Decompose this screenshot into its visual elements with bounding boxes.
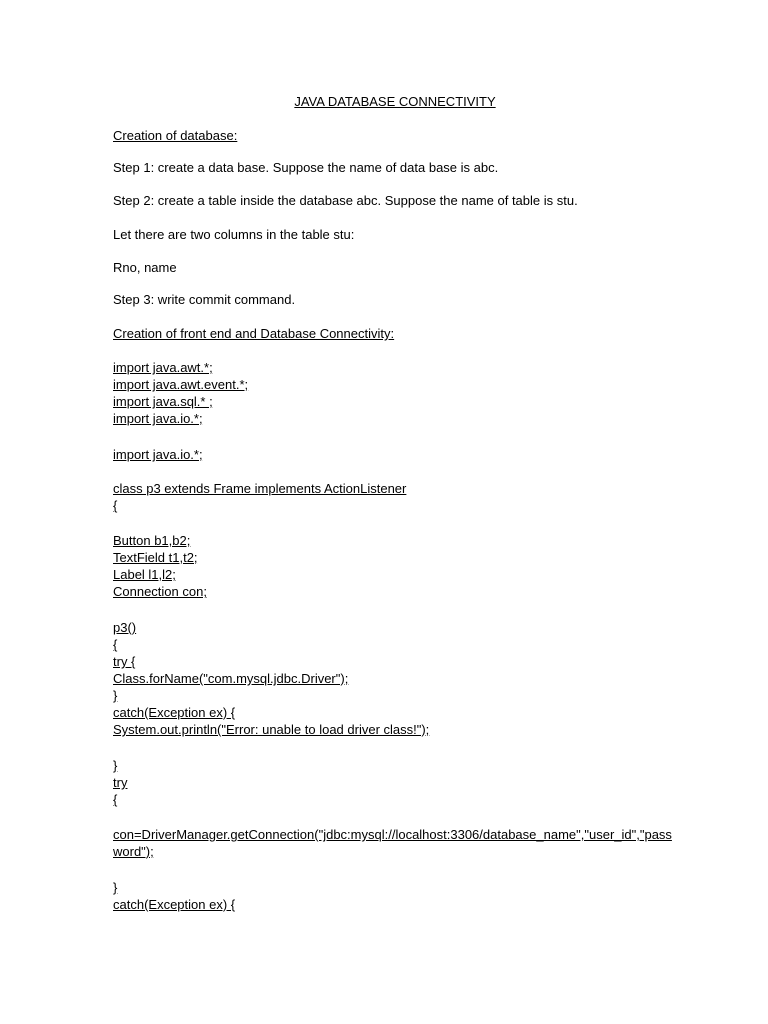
heading-front-end-connectivity: Creation of front end and Database Connectivity: [113,326,395,341]
code-line: p3() [113,620,137,635]
code-line: Button b1,b2; [113,533,191,548]
code-line: { [113,637,118,652]
code-line: class p3 extends Frame implements ActionListener [113,481,407,496]
code-line: import java.awt.event.*; [113,377,249,392]
columns-text: Rno, name [113,260,177,275]
code-line: } [113,758,118,773]
step-3-text: Step 3: write commit command. [113,292,296,307]
code-line: { [113,498,118,513]
code-line: con=DriverManager.getConnection("jdbc:mysql://localhost:3306/database_name","user_id","password"); [113,827,672,859]
heading-creation-of-database: Creation of database: [113,128,238,143]
code-line: catch(Exception ex) { [113,897,236,912]
code-line: Connection con; [113,584,207,599]
code-line: } [113,688,118,703]
code-line: import java.io.*; [113,411,203,426]
code-line: TextField t1,t2; [113,550,198,565]
code-line: } [113,880,118,895]
step-2-text: Step 2: create a table inside the database abc. Suppose the name of table is stu. [113,193,578,208]
code-line: import java.sql.* ; [113,394,213,409]
document-title: JAVA DATABASE CONNECTIVITY [294,94,496,109]
code-line: catch(Exception ex) { [113,705,236,720]
step-1-text: Step 1: create a data base. Suppose the name of data base is abc. [113,160,499,175]
code-line: System.out.println("Error: unable to load driver class!"); [113,722,430,737]
columns-intro-text: Let there are two columns in the table stu: [113,227,355,242]
code-line: import java.awt.*; [113,360,213,375]
code-line: import java.io.*; [113,447,203,462]
code-line: { [113,792,118,807]
code-line: try { [113,654,136,669]
code-line: Label l1,l2; [113,567,176,582]
code-line: try [113,775,128,790]
code-line: Class.forName("com.mysql.jdbc.Driver"); [113,671,349,686]
